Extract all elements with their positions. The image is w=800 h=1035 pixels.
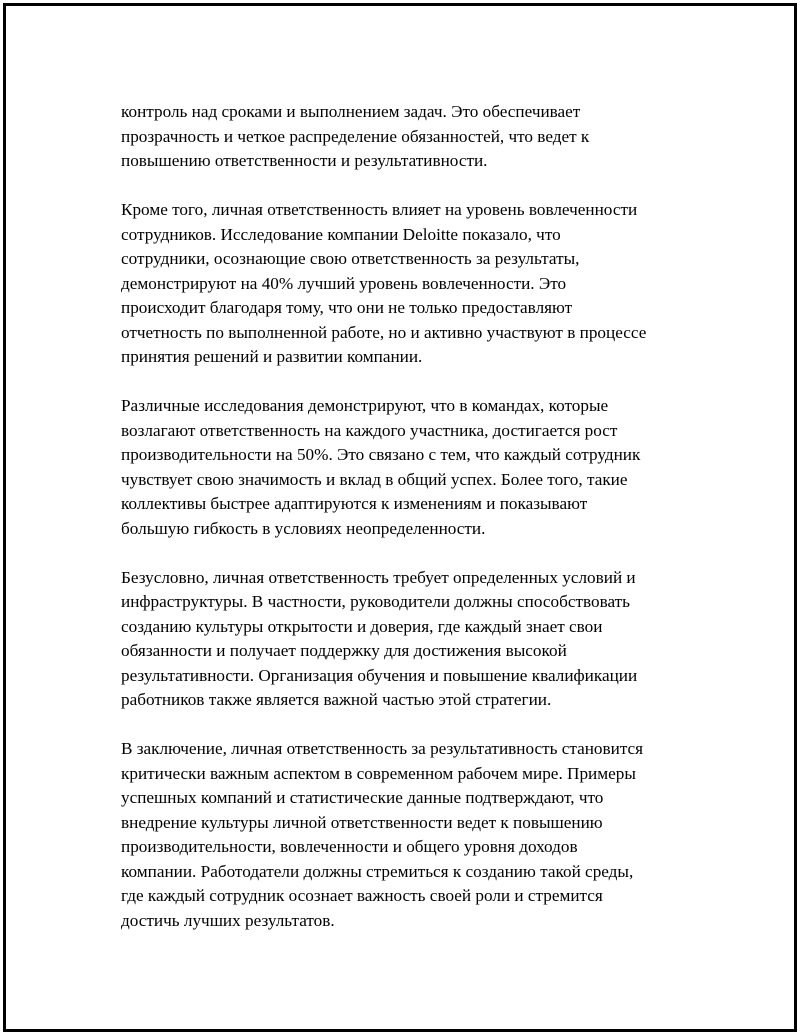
paragraph	[121, 100, 701, 174]
text-line: повышению ответственности и результативности.	[121, 151, 488, 170]
text-line: демонстрируют на 40% лучший уровень вовлеченности. Это	[121, 273, 567, 293]
text-line: успешных компаний и статистические данные подтверждают, что	[121, 788, 604, 807]
text-line: чувствует свою значимость и вклад в общий успех. Более того, такие	[121, 469, 628, 489]
text-line: В заключение, личная ответственность за результативность становится	[121, 739, 644, 758]
text-line: принятия решений и развитии компании.	[121, 347, 423, 366]
text-line: созданию культуры открытости и доверия, где каждый знает свои	[121, 616, 603, 636]
paragraph	[121, 566, 701, 713]
text-line: Различные исследования демонстрируют, что в командах, которые	[121, 396, 609, 415]
text-line: происходит благодаря тому, что они не только предоставляют	[121, 298, 573, 317]
text-line: производительности на 50%. Это связано с тем, что каждый сотрудник	[121, 445, 641, 464]
text-line: отчетность по выполненной работе, но и активно участвуют в процессе	[121, 322, 647, 342]
text-line: достичь лучших результатов.	[121, 910, 335, 930]
text-line: сотрудников. Исследование компании Deloitte показало, что	[121, 224, 561, 244]
text-line: критически важным аспектом в современном рабочем мире. Примеры	[121, 763, 636, 783]
text-line: коллективы быстрее адаптируются к изменениям и показывают	[121, 494, 588, 513]
text-line: результативности. Организация обучения и повышение квалификации	[121, 665, 638, 685]
text-line: где каждый сотрудник осознает важность своей роли и стремится	[121, 886, 603, 905]
text-line: возлагают ответственность на каждого участника, достигается рост	[121, 420, 618, 440]
text-line: прозрачность и четкое распределение обязанностей, что ведет к	[121, 126, 590, 146]
paragraph	[121, 394, 701, 541]
document-body	[121, 100, 701, 958]
text-line: Безусловно, личная ответственность требует определенных условий и	[121, 567, 636, 587]
text-line: внедрение культуры личной ответственности ведет к повышению	[121, 812, 603, 832]
document-page	[3, 3, 797, 1032]
text-line: инфраструктуры. В частности, руководители должны способствовать	[121, 592, 630, 611]
text-line: большую гибкость в условиях неопределенности.	[121, 518, 486, 538]
text-line: сотрудники, осознающие свою ответственность за результаты,	[121, 249, 580, 268]
text-line: контроль над сроками и выполнением задач. Это обеспечивает	[121, 102, 581, 121]
text-line: обязанности и получает поддержку для достижения высокой	[121, 641, 567, 660]
text-line: производительности, вовлеченности и общего уровня доходов	[121, 837, 578, 856]
paragraph	[121, 198, 701, 370]
text-line: компании. Работодатели должны стремиться к созданию такой среды,	[121, 861, 634, 881]
text-line: Кроме того, личная ответственность влияет на уровень вовлеченности	[121, 200, 638, 219]
paragraph	[121, 737, 701, 933]
text-line: работников также является важной частью этой стратегии.	[121, 690, 552, 709]
